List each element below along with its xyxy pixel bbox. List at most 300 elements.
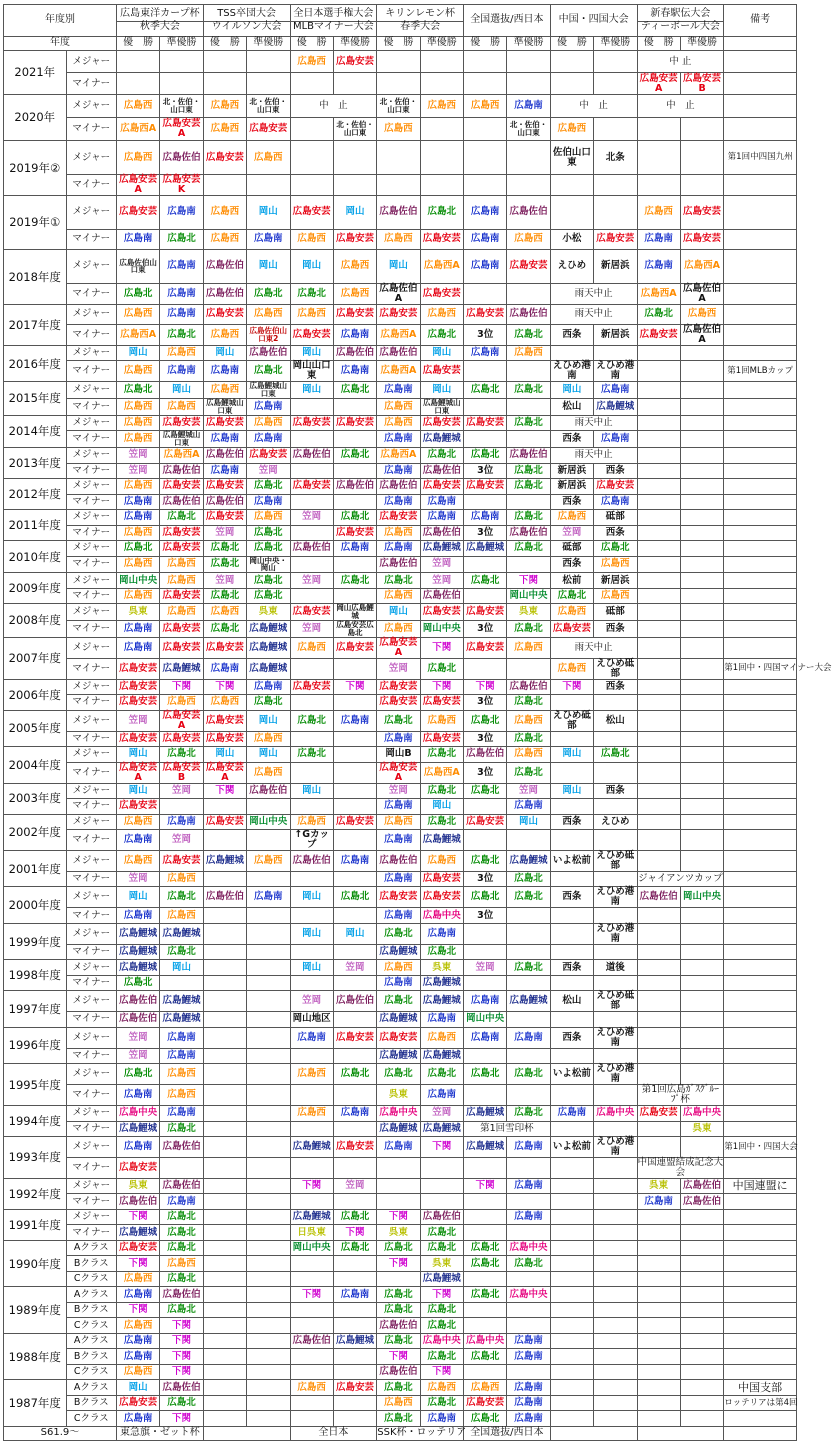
winner-cell	[637, 762, 680, 783]
runner-up-cell: 広島北	[420, 1225, 463, 1241]
winner-cell: 広島安芸	[377, 695, 420, 711]
runner-up-cell	[680, 1380, 723, 1396]
level-label: メジャー	[66, 679, 116, 695]
winner-cell: 広島北	[203, 588, 246, 604]
winner-cell	[637, 1380, 680, 1396]
winner-cell: 笠岡	[377, 658, 420, 679]
winner-cell: 岡山	[550, 783, 593, 799]
winner-cell: 広島安芸	[203, 479, 246, 495]
note-cell	[724, 695, 797, 711]
footer-series-5	[550, 1426, 637, 1440]
runner-up-cell	[594, 73, 637, 95]
winner-cell	[290, 871, 333, 887]
winner-cell: 広島南	[377, 731, 420, 747]
winner-cell: 広島佐伯	[377, 345, 420, 361]
header-winner: 優 勝	[290, 37, 333, 51]
runner-up-cell: 広島安芸	[333, 229, 376, 249]
level-label: マイナー	[66, 229, 116, 249]
runner-up-cell: 広島北	[420, 783, 463, 799]
note-cell	[724, 887, 797, 908]
winner-cell: 広島安芸A	[203, 762, 246, 783]
runner-up-cell	[247, 1225, 290, 1241]
runner-up-cell: 広島北	[247, 479, 290, 495]
winner-cell: 岡山	[290, 345, 333, 361]
winner-cell	[203, 799, 246, 815]
runner-up-cell: 広島安芸	[420, 229, 463, 249]
winner-cell: 雨天中止	[550, 637, 637, 658]
runner-up-cell	[247, 923, 290, 944]
winner-cell: 呉東	[637, 1178, 680, 1194]
winner-cell: 広島南	[637, 249, 680, 283]
runner-up-cell	[680, 783, 723, 799]
note-cell	[724, 637, 797, 658]
year-label: 2006年度	[4, 679, 67, 710]
winner-cell: 西条	[550, 431, 593, 448]
winner-cell: 中 止	[290, 95, 377, 118]
winner-cell: 広島西	[203, 695, 246, 711]
winner-cell: 広島西A	[377, 324, 420, 345]
runner-up-cell	[247, 1106, 290, 1122]
runner-up-cell	[594, 1194, 637, 1210]
level-label: マイナー	[66, 1121, 116, 1137]
runner-up-cell	[594, 1121, 637, 1137]
runner-up-cell: 広島北	[333, 382, 376, 399]
winner-cell: 広島鯉城	[377, 1121, 420, 1137]
winner-cell: 3位	[464, 871, 507, 887]
winner-cell: 北・佐伯・山口東	[377, 95, 420, 118]
winner-cell: 呉東	[116, 1178, 159, 1194]
runner-up-cell: 下関	[420, 1287, 463, 1303]
level-label: マイナー	[66, 658, 116, 679]
winner-cell: 広島安芸A	[377, 762, 420, 783]
winner-cell	[464, 1085, 507, 1106]
level-label: Cクラス	[66, 1318, 116, 1334]
winner-cell: 広島佐伯	[203, 249, 246, 283]
runner-up-cell	[507, 1085, 550, 1106]
winner-cell: 広島西	[116, 399, 159, 416]
runner-up-cell: 広島安芸	[160, 525, 203, 541]
runner-up-cell: 広島西A	[160, 448, 203, 464]
winner-cell: 広島安芸	[116, 195, 159, 229]
runner-up-cell	[247, 1048, 290, 1064]
winner-cell	[637, 463, 680, 479]
winner-cell	[637, 991, 680, 1012]
winner-cell	[290, 1395, 333, 1411]
note-cell	[724, 588, 797, 604]
runner-up-cell	[333, 556, 376, 573]
runner-up-cell: 松山	[594, 710, 637, 731]
tournament-name: 全日本選手権大会	[293, 8, 374, 19]
header-winner: 優 勝	[116, 37, 159, 51]
level-label: マイナー	[66, 463, 116, 479]
level-label: マイナー	[66, 494, 116, 510]
note-cell	[724, 573, 797, 589]
runner-up-cell	[333, 1157, 376, 1178]
runner-up-cell	[594, 1225, 637, 1241]
runner-up-cell	[594, 1287, 637, 1303]
winner-cell: 3位	[464, 695, 507, 711]
winner-cell: 岡山	[290, 887, 333, 908]
note-cell	[724, 510, 797, 526]
winner-cell	[464, 830, 507, 851]
runner-up-cell	[420, 118, 463, 141]
runner-up-cell	[594, 1240, 637, 1256]
winner-cell: 広島南	[464, 229, 507, 249]
winner-cell: 松山	[550, 399, 593, 416]
runner-up-cell: 広島北	[420, 324, 463, 345]
runner-up-cell	[160, 51, 203, 73]
note-cell	[724, 556, 797, 573]
winner-cell	[637, 695, 680, 711]
winner-cell: 広島西	[377, 814, 420, 830]
winner-cell	[203, 1395, 246, 1411]
level-label: マイナー	[66, 871, 116, 887]
winner-cell: 広島安芸	[203, 510, 246, 526]
note-cell	[724, 1085, 797, 1106]
year-label: 2008年度	[4, 604, 67, 638]
runner-up-cell	[333, 975, 376, 991]
winner-cell	[550, 1411, 593, 1427]
winner-cell: 広島安芸	[464, 415, 507, 431]
header-winner: 優 勝	[203, 37, 246, 51]
winner-cell: 広島西	[203, 604, 246, 621]
footer-notes-blank	[724, 1426, 797, 1440]
winner-cell: 広島南	[377, 1137, 420, 1158]
runner-up-cell: 広島西	[420, 850, 463, 871]
winner-cell: 広島北	[377, 1302, 420, 1318]
winner-cell	[203, 1287, 246, 1303]
level-label: メジャー	[66, 573, 116, 589]
winner-cell: いよ松前	[550, 1137, 593, 1158]
runner-up-cell	[247, 1287, 290, 1303]
tournament-name: TSS卒団大会	[217, 8, 277, 19]
winner-cell: 広島西	[290, 814, 333, 830]
runner-up-cell: 広島南	[507, 1209, 550, 1225]
level-label: Cクラス	[66, 1364, 116, 1380]
winner-cell	[290, 73, 333, 95]
runner-up-cell: 広島西	[507, 710, 550, 731]
runner-up-cell: 呉東	[507, 604, 550, 621]
runner-up-cell	[333, 141, 376, 175]
runner-up-cell	[680, 510, 723, 526]
winner-cell: 広島安芸	[203, 814, 246, 830]
winner-cell: 3位	[464, 731, 507, 747]
runner-up-cell: 広島佐伯	[507, 679, 550, 695]
runner-up-cell	[594, 1411, 637, 1427]
winner-cell: 広島安芸	[464, 637, 507, 658]
runner-up-cell	[680, 1364, 723, 1380]
runner-up-cell: 岡山	[247, 195, 290, 229]
runner-up-cell: 広島安芸	[160, 479, 203, 495]
winner-cell: 広島北	[464, 1287, 507, 1303]
winner-cell: 広島佐伯	[203, 448, 246, 464]
note-cell	[724, 304, 797, 324]
level-label: マイナー	[66, 1012, 116, 1028]
note-cell	[724, 118, 797, 141]
year-label: 2003年度	[4, 783, 67, 814]
runner-up-cell	[594, 1012, 637, 1028]
winner-cell	[637, 960, 680, 976]
winner-cell: 広島佐伯	[377, 479, 420, 495]
winner-cell: 呉東	[377, 1085, 420, 1106]
tournament-subname: ティーボール大会	[638, 21, 724, 33]
runner-up-cell	[507, 141, 550, 175]
winner-cell	[637, 382, 680, 399]
runner-up-cell: 広島北	[594, 747, 637, 763]
winner-cell: 広島北	[116, 283, 159, 304]
winner-cell: 広島佐伯	[116, 1194, 159, 1210]
runner-up-cell	[507, 73, 550, 95]
winner-cell: 広島鯉城	[290, 1209, 333, 1225]
header-winner: 優 勝	[637, 37, 680, 51]
winner-cell: 広島西	[116, 361, 159, 382]
runner-up-cell	[680, 1349, 723, 1365]
winner-cell: 下関	[290, 1287, 333, 1303]
runner-up-cell	[594, 799, 637, 815]
winner-cell: 広島鯉城	[464, 1106, 507, 1122]
runner-up-cell	[247, 1349, 290, 1365]
runner-up-cell	[420, 1157, 463, 1178]
runner-up-cell: 広島北	[247, 573, 290, 589]
winner-cell: 広島安芸	[637, 1106, 680, 1122]
winner-cell: 笠岡	[116, 1048, 159, 1064]
runner-up-cell: 広島北	[507, 1106, 550, 1122]
winner-cell: 3位	[464, 525, 507, 541]
winner-cell: 広島南	[464, 345, 507, 361]
runner-up-cell	[594, 1085, 637, 1106]
winner-cell: 笠岡	[290, 621, 333, 638]
runner-up-cell: 岡山	[247, 747, 290, 763]
level-label: メジャー	[66, 1064, 116, 1085]
winner-cell: 日呉東	[290, 1225, 333, 1241]
level-label: マイナー	[66, 799, 116, 815]
note-cell: 第1回MLBカップ	[724, 361, 797, 382]
runner-up-cell: 広島西	[160, 556, 203, 573]
winner-cell	[464, 175, 507, 196]
winner-cell: ↑Gカップ	[290, 830, 333, 851]
footer-series-0: 東急旗・ゼット杯	[116, 1426, 203, 1440]
level-label: マイナー	[66, 695, 116, 711]
runner-up-cell: 広島南	[160, 361, 203, 382]
winner-cell: 広島北	[377, 923, 420, 944]
runner-up-cell	[333, 1121, 376, 1137]
winner-cell	[550, 73, 593, 95]
runner-up-cell: 広島安芸	[333, 1380, 376, 1396]
winner-cell: 広島北	[290, 710, 333, 731]
note-cell	[724, 525, 797, 541]
header-notes-blank	[724, 37, 797, 51]
winner-cell	[464, 556, 507, 573]
note-cell	[724, 679, 797, 695]
runner-up-cell	[247, 908, 290, 924]
level-label: メジャー	[66, 51, 116, 73]
note-cell	[724, 1240, 797, 1256]
runner-up-cell: 広島中央	[507, 1287, 550, 1303]
winner-cell: 下関	[464, 679, 507, 695]
winner-cell: 広島西	[377, 588, 420, 604]
winner-cell	[203, 871, 246, 887]
runner-up-cell: 広島北	[507, 731, 550, 747]
runner-up-cell: 広島西	[507, 345, 550, 361]
winner-cell	[290, 1256, 333, 1272]
runner-up-cell	[680, 1064, 723, 1085]
runner-up-cell: 広島西	[160, 1064, 203, 1085]
runner-up-cell: 広島鯉城山口東	[247, 382, 290, 399]
winner-cell: 広島鯉城	[116, 923, 159, 944]
runner-up-cell: 呉東	[420, 960, 463, 976]
runner-up-cell: 広島鯉城	[594, 399, 637, 416]
winner-cell	[464, 799, 507, 815]
winner-cell: 広島鯉城	[290, 1137, 333, 1158]
level-label: マイナー	[66, 830, 116, 851]
tournament-header-0	[116, 5, 203, 37]
runner-up-cell: 広島安芸A	[160, 118, 203, 141]
runner-up-cell: 呉東	[680, 1121, 723, 1137]
runner-up-cell	[680, 731, 723, 747]
runner-up-cell: 広島北	[333, 887, 376, 908]
winner-cell	[464, 1157, 507, 1178]
runner-up-cell: 広島安芸	[333, 814, 376, 830]
level-label: マイナー	[66, 1225, 116, 1241]
winner-cell: 広島安芸	[116, 1395, 159, 1411]
tournament-name: 広島東洋カープ杯	[120, 8, 200, 19]
level-label: メジャー	[66, 1027, 116, 1048]
runner-up-cell: 広島西A	[420, 762, 463, 783]
footer-series-3: SSK杯・ロッテリア	[377, 1426, 464, 1440]
winner-cell: 笠岡	[290, 573, 333, 589]
header-notes: 備考	[724, 5, 797, 37]
runner-up-cell: 広島西	[507, 747, 550, 763]
winner-cell	[377, 51, 420, 73]
winner-cell	[637, 1349, 680, 1365]
runner-up-cell: 広島佐伯	[420, 525, 463, 541]
winner-cell: 岡山中央	[116, 573, 159, 589]
winner-cell: 広島安芸	[464, 814, 507, 830]
runner-up-cell	[680, 448, 723, 464]
winner-cell	[203, 1240, 246, 1256]
winner-cell: 広島西	[377, 118, 420, 141]
runner-up-cell	[420, 51, 463, 73]
runner-up-cell	[680, 361, 723, 382]
winner-cell: 広島佐伯	[377, 1364, 420, 1380]
runner-up-cell: 広島南	[333, 361, 376, 382]
winner-cell	[203, 975, 246, 991]
runner-up-cell: 広島北	[420, 1395, 463, 1411]
winner-cell	[377, 1178, 420, 1194]
runner-up-cell: 広島北	[333, 510, 376, 526]
runner-up-cell	[333, 175, 376, 196]
winner-cell	[637, 556, 680, 573]
note-cell	[724, 541, 797, 557]
runner-up-cell: 広島鯉城	[160, 658, 203, 679]
winner-cell	[116, 51, 159, 73]
winner-cell	[637, 141, 680, 175]
winner-cell	[290, 658, 333, 679]
level-label: マイナー	[66, 1085, 116, 1106]
winner-cell: 広島北	[464, 850, 507, 871]
runner-up-cell: 広島西	[160, 871, 203, 887]
winner-cell	[464, 1318, 507, 1334]
runner-up-cell: 広島佐伯	[247, 345, 290, 361]
winner-cell: 笠岡	[203, 525, 246, 541]
winner-cell: 広島西	[637, 195, 680, 229]
winner-cell: 広島西	[203, 229, 246, 249]
winner-cell: 広島佐伯	[203, 494, 246, 510]
winner-cell: 3位	[464, 908, 507, 924]
note-cell: 中国連盟に	[724, 1178, 797, 1194]
winner-cell: えひめ	[550, 249, 593, 283]
runner-up-cell: 新居浜	[594, 249, 637, 283]
runner-up-cell: えひめ砥部	[594, 991, 637, 1012]
tournament-subname: 秋季大会	[117, 21, 203, 33]
winner-cell	[290, 1271, 333, 1287]
winner-cell	[290, 399, 333, 416]
runner-up-cell	[680, 658, 723, 679]
winner-cell: 広島安芸A	[116, 175, 159, 196]
runner-up-cell	[507, 1302, 550, 1318]
winner-cell	[464, 1364, 507, 1380]
runner-up-cell	[507, 431, 550, 448]
header-winner: 優 勝	[464, 37, 507, 51]
runner-up-cell: 広島南	[507, 1178, 550, 1194]
runner-up-cell: 広島西	[160, 695, 203, 711]
winner-cell: 岡山	[290, 923, 333, 944]
runner-up-cell	[680, 1411, 723, 1427]
header-runner-up: 準優勝	[247, 37, 290, 51]
runner-up-cell	[333, 1085, 376, 1106]
year-label: 2015年度	[4, 382, 67, 416]
note-cell	[724, 762, 797, 783]
winner-cell: 広島安芸A	[637, 73, 680, 95]
winner-cell	[203, 1302, 246, 1318]
runner-up-cell	[507, 975, 550, 991]
runner-up-cell: 広島安芸	[680, 195, 723, 229]
year-label: 2021年	[4, 51, 67, 95]
winner-cell: 下関	[203, 679, 246, 695]
year-label: 2007年度	[4, 637, 67, 679]
runner-up-cell	[333, 1194, 376, 1210]
winner-cell	[464, 1194, 507, 1210]
winner-cell: 広島北	[203, 621, 246, 638]
winner-cell: いよ松前	[550, 1064, 593, 1085]
winner-cell: 広島西A	[116, 324, 159, 345]
winner-cell: 岡山地区	[290, 1012, 333, 1028]
level-label: マイナー	[66, 324, 116, 345]
winner-cell: 広島北	[464, 783, 507, 799]
runner-up-cell	[247, 871, 290, 887]
runner-up-cell: 下関	[507, 573, 550, 589]
runner-up-cell	[333, 695, 376, 711]
runner-up-cell: 広島南	[507, 1395, 550, 1411]
runner-up-cell	[333, 1364, 376, 1380]
winner-cell: 下関	[550, 679, 593, 695]
winner-cell	[203, 908, 246, 924]
runner-up-cell	[680, 1271, 723, 1287]
runner-up-cell	[680, 637, 723, 658]
runner-up-cell: 広島南	[160, 249, 203, 283]
winner-cell	[637, 923, 680, 944]
note-cell	[724, 1364, 797, 1380]
winner-cell: 広島安芸	[377, 510, 420, 526]
winner-cell: 広島南	[203, 463, 246, 479]
runner-up-cell: 広島安芸	[420, 415, 463, 431]
winner-cell	[637, 1240, 680, 1256]
winner-cell: 雨天中止	[550, 283, 637, 304]
level-label: メジャー	[66, 95, 116, 118]
runner-up-cell: 広島安芸	[420, 695, 463, 711]
runner-up-cell	[594, 175, 637, 196]
footer-era: S61.9～	[4, 1426, 117, 1440]
